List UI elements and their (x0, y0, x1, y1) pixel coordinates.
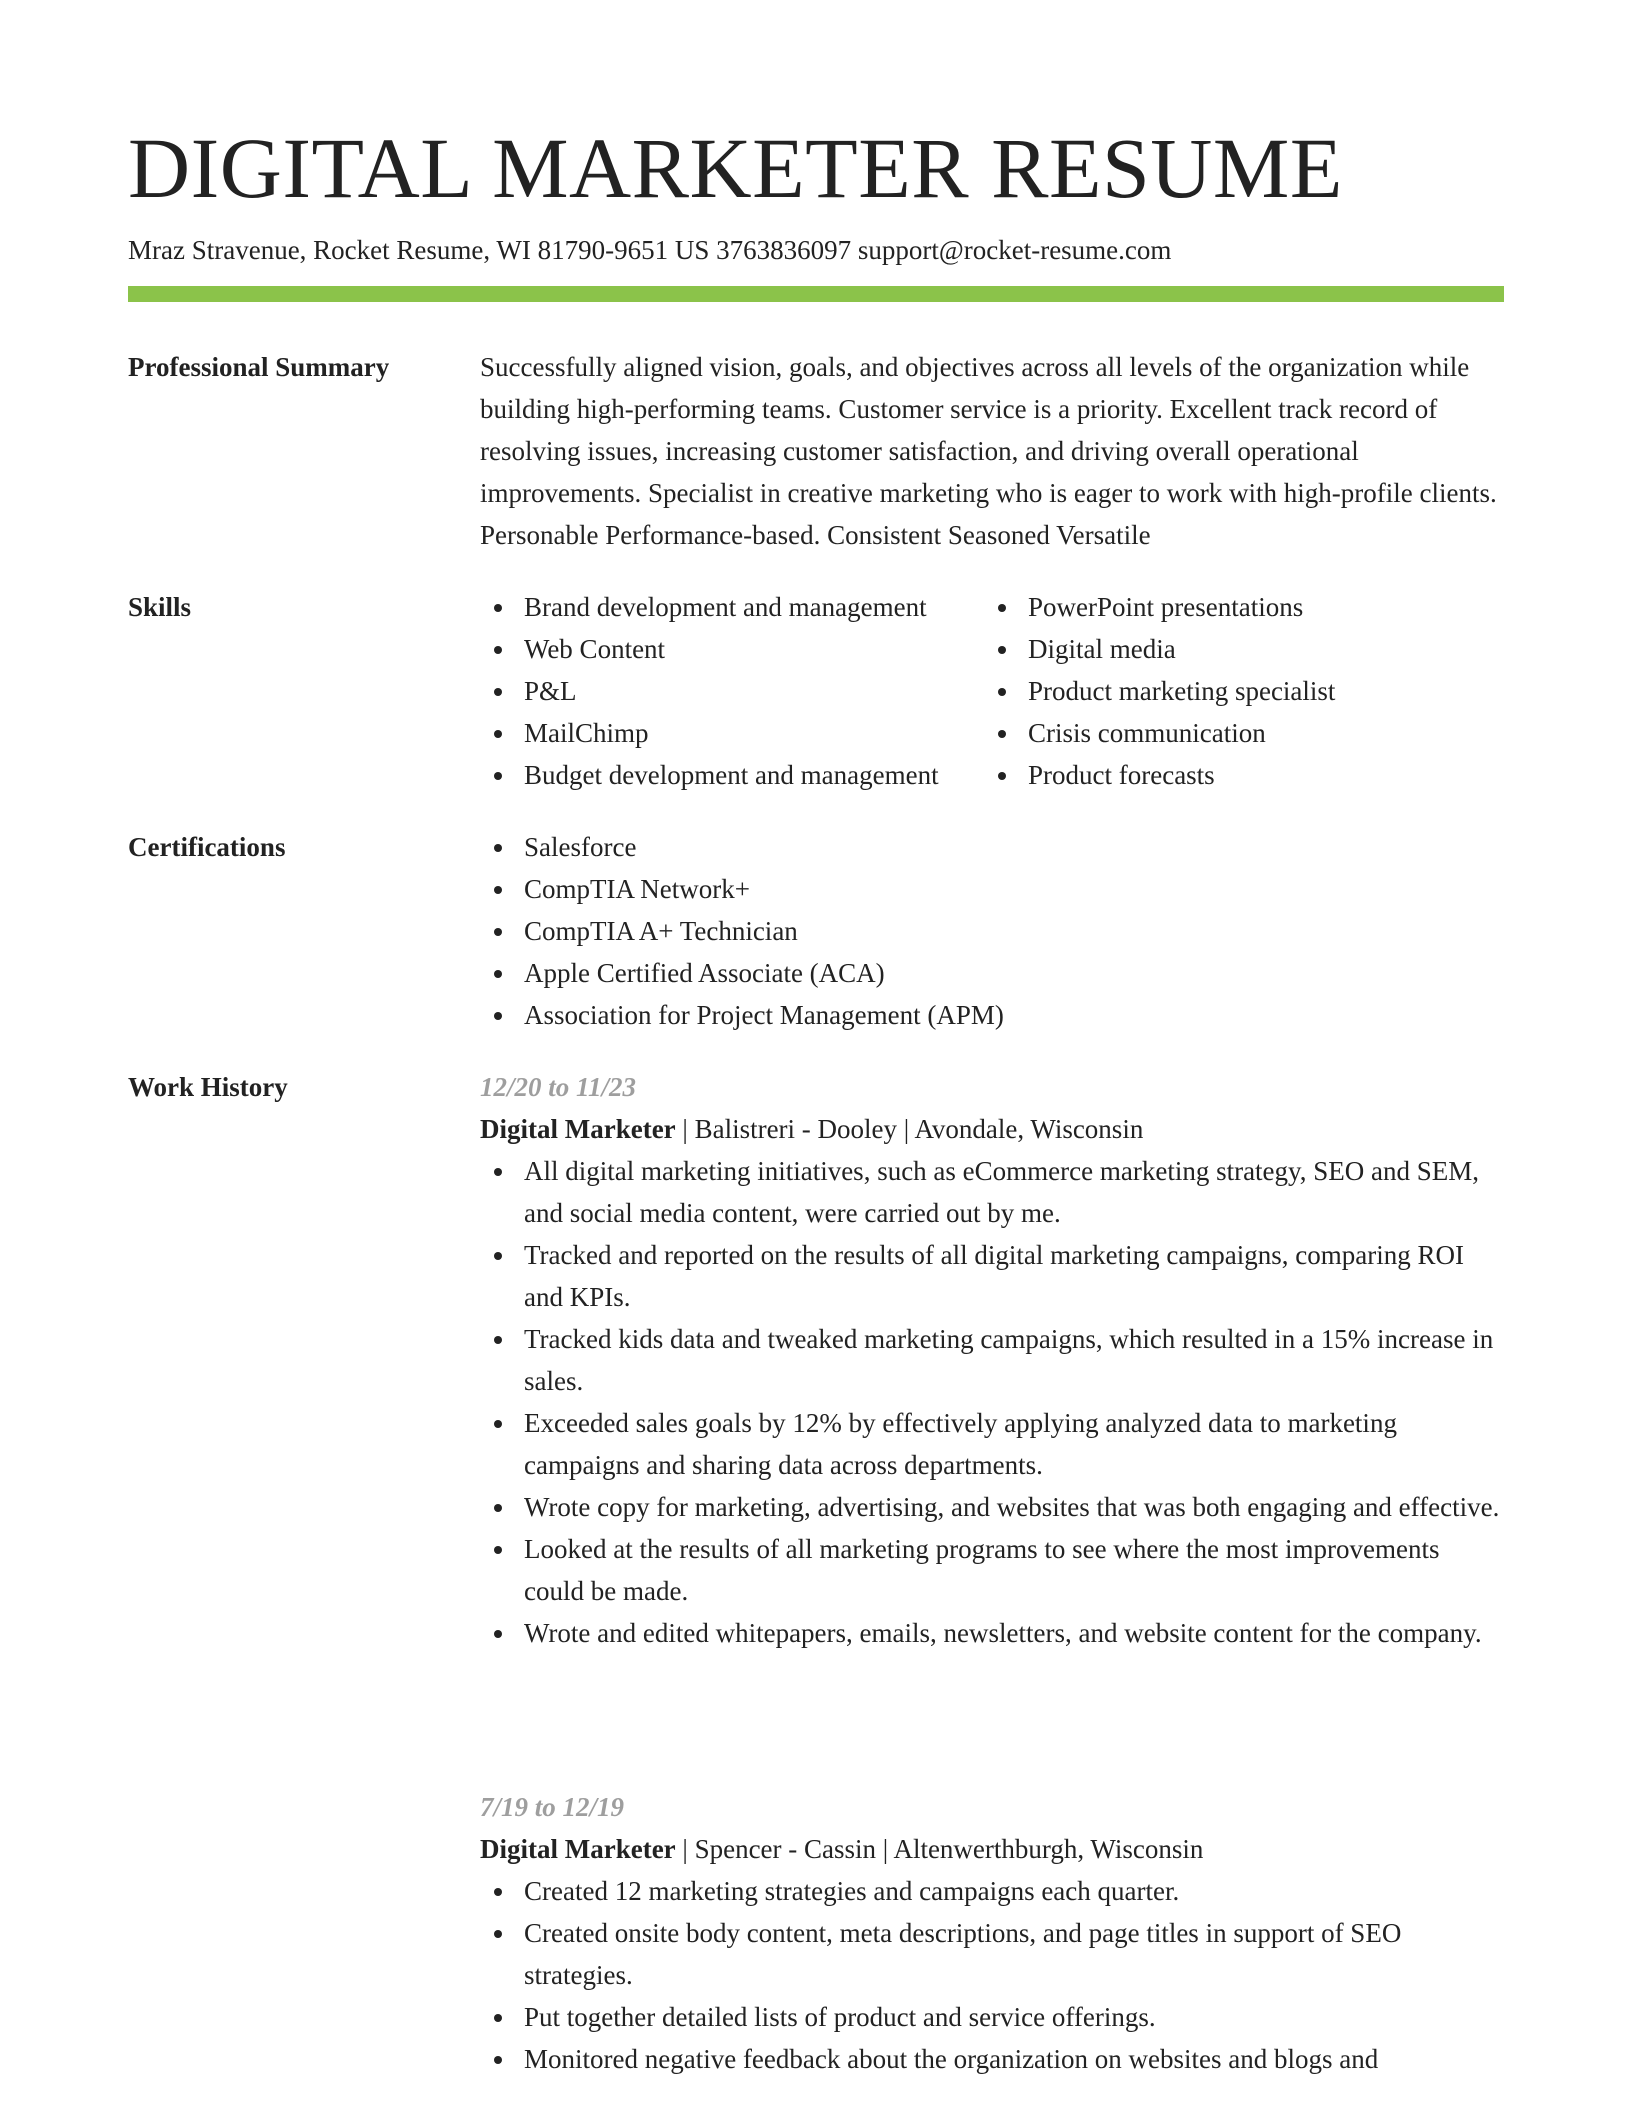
job-heading (480, 1108, 1504, 1150)
certifications-heading: Certifications (128, 832, 286, 862)
skill-item: Web Content (480, 628, 984, 670)
job-bullet: Created onsite body content, meta descriptions, and page titles in support of SEO strategies. (480, 1912, 1504, 1996)
skills-section (480, 586, 1504, 796)
job-heading (480, 1828, 1504, 1870)
resume-title: DIGITAL MARKETER RESUME (128, 120, 1343, 216)
skill-item: Digital media (984, 628, 1504, 670)
job-bullets (480, 1150, 1504, 1654)
skill-item: Product marketing specialist (984, 670, 1504, 712)
skills-list-left (480, 586, 984, 796)
skill-item: Product forecasts (984, 754, 1504, 796)
skill-item: PowerPoint presentations (984, 586, 1504, 628)
certification-item: CompTIA A+ Technician (480, 910, 1504, 952)
job-entry (480, 1786, 1504, 2080)
job-employer-location: | Balistreri - Dooley | Avondale, Wisconsin (675, 1114, 1144, 1144)
skills-heading: Skills (128, 592, 192, 622)
job-bullet: Exceeded sales goals by 12% by effectively applying analyzed data to marketing campaigns and sharing data across departments. (480, 1402, 1504, 1486)
job-bullet: Tracked kids data and tweaked marketing campaigns, which resulted in a 15% increase in sales. (480, 1318, 1504, 1402)
job-bullet: Wrote copy for marketing, advertising, and websites that was both engaging and effective. (480, 1486, 1504, 1528)
job-bullet: Put together detailed lists of product and service offerings. (480, 1996, 1504, 2038)
certification-item: Association for Project Management (APM) (480, 994, 1504, 1036)
skill-item: MailChimp (480, 712, 984, 754)
summary-section (480, 346, 1504, 556)
header-divider (128, 286, 1504, 302)
job-entry (480, 1066, 1504, 1654)
job-bullet: Looked at the results of all marketing programs to see where the most improvements could be made. (480, 1528, 1504, 1612)
job-dates: 7/19 to 12/19 (480, 1792, 625, 1822)
certification-item: CompTIA Network+ (480, 868, 1504, 910)
skill-item: Brand development and management (480, 586, 984, 628)
job-employer-location: | Spencer - Cassin | Altenwerthburgh, Wisconsin (675, 1834, 1204, 1864)
job-bullet: Created 12 marketing strategies and campaigns each quarter. (480, 1870, 1504, 1912)
job-bullet: All digital marketing initiatives, such as eCommerce marketing strategy, SEO and SEM, and social media content, were carried out by me. (480, 1150, 1504, 1234)
job-title: Digital Marketer (480, 1114, 676, 1144)
skill-item: Crisis communication (984, 712, 1504, 754)
job-bullet: Monitored negative feedback about the organization on websites and blogs and (480, 2038, 1504, 2080)
skills-list-right (984, 586, 1504, 796)
summary-text: Successfully aligned vision, goals, and objectives across all levels of the organization while building high-performing teams. Customer service is a priority. Excellent track record of resolving issues, increasing customer satisfaction, and driving overall operational improvements. Specialist in creative marketing who is eager to work with high-profile clients. Personable Performance-based. Consistent Seasoned Versatile (480, 352, 1497, 550)
job-bullet: Wrote and edited whitepapers, emails, newsletters, and website content for the company. (480, 1612, 1504, 1654)
job-bullet: Tracked and reported on the results of all digital marketing campaigns, comparing ROI and KPIs. (480, 1234, 1504, 1318)
job-bullets (480, 1870, 1504, 2080)
contact-info: Mraz Stravenue, Rocket Resume, WI 81790-9651 US 3763836097 support@rocket-resume.com (128, 235, 1172, 265)
work-history-section (480, 1066, 1504, 2112)
certification-item: Salesforce (480, 826, 1504, 868)
certifications-section (480, 826, 1504, 1036)
job-title: Digital Marketer (480, 1834, 676, 1864)
summary-heading: Professional Summary (128, 352, 390, 382)
skill-item: Budget development and management (480, 754, 984, 796)
certification-item: Apple Certified Associate (ACA) (480, 952, 1504, 994)
job-dates: 12/20 to 11/23 (480, 1072, 637, 1102)
certifications-list (480, 826, 1504, 1036)
work-history-heading: Work History (128, 1072, 288, 1102)
skill-item: P&L (480, 670, 984, 712)
